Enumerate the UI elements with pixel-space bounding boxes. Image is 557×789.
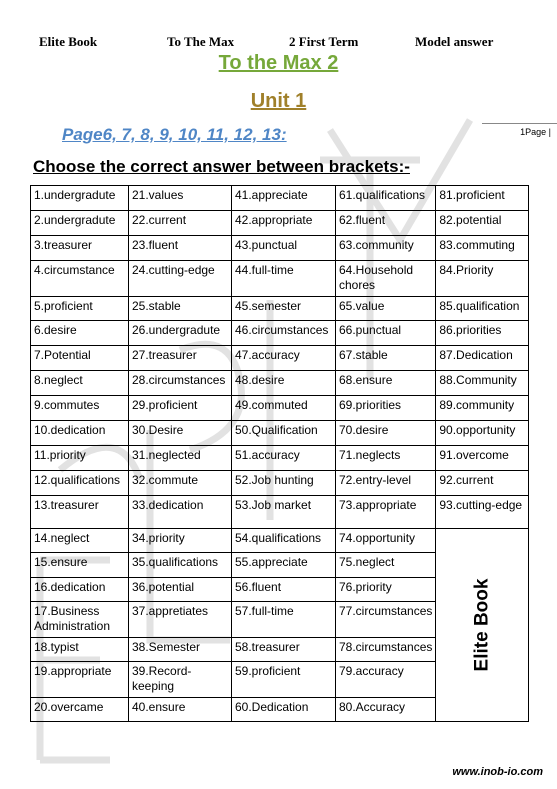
answer-cell: 14.neglect [31,529,129,553]
table-row [31,496,529,529]
answer-cell: 73.appropriate [336,496,436,529]
answer-cell: 77.circumstances [336,602,436,638]
answer-cell: 6.desire [31,321,129,346]
header-left: Elite Book [39,34,98,49]
answer-cell: 57.full-time [232,602,336,638]
table-row [31,529,529,553]
answer-cell: 53.Job market [232,496,336,529]
answer-cell: 31.neglected [129,446,232,471]
answer-cell: 74.opportunity [336,529,436,553]
answer-cell: 5.proficient [31,297,129,321]
answer-cell: 79.accuracy [336,662,436,698]
answer-cell: 86.priorities [436,321,529,346]
answer-cell: 2.undergradute [31,211,129,236]
header-right: Model answer [415,34,494,49]
answer-cell: 62.fluent [336,211,436,236]
answer-cell: 50.Qualification [232,421,336,446]
table-row [31,297,529,321]
table-row [31,261,529,297]
answer-cell: 43.punctual [232,236,336,261]
answer-cell: 78.circumstances [336,638,436,662]
answer-cell: 25.stable [129,297,232,321]
page-range: Page6, 7, 8, 9, 10, 11, 12, 13: [62,125,287,144]
answer-cell: 65.value [336,297,436,321]
table-row [31,446,529,471]
answer-cell: 22.current [129,211,232,236]
answer-cell: 91.overcome [436,446,529,471]
answer-cell: 30.Desire [129,421,232,446]
answer-cell: 63.community [336,236,436,261]
answer-cell: 83.commuting [436,236,529,261]
answer-cell: 20.overcame [31,698,129,722]
answer-cell: 87.Dedication [436,346,529,371]
table-row [31,471,529,496]
table-row [31,321,529,346]
answer-cell: 4.circumstance [31,261,129,297]
answer-cell: 3.treasurer [31,236,129,261]
answer-cell: 8.neglect [31,371,129,396]
answer-cell: 60.Dedication [232,698,336,722]
header-term: 2 First Term [289,34,359,49]
answer-cell: 26.undergradute [129,321,232,346]
answer-cell: 80.Accuracy [336,698,436,722]
section-heading: Choose the correct answer between brackets:- [33,157,410,176]
answer-cell: 89.community [436,396,529,421]
table-row [31,346,529,371]
answer-cell: 59.proficient [232,662,336,698]
answer-cell: 18.typist [31,638,129,662]
answer-cell: 67.stable [336,346,436,371]
answer-table [30,185,529,722]
answer-cell: 27.treasurer [129,346,232,371]
answer-cell: 29.proficient [129,396,232,421]
answer-cell: 70.desire [336,421,436,446]
answer-cell: 51.accuracy [232,446,336,471]
answer-cell: 7.Potential [31,346,129,371]
answer-cell: 16.dedication [31,578,129,602]
answer-cell: 21.values [129,186,232,211]
answer-cell: 66.punctual [336,321,436,346]
answer-cell: 92.current [436,471,529,496]
answer-cell: 49.commuted [232,396,336,421]
unit-title: Unit 1 [250,90,307,112]
answer-cell: 13.treasurer [31,496,129,529]
answer-cell: 24.cutting-edge [129,261,232,297]
answer-cell: 32.commute [129,471,232,496]
answer-cell: 36.potential [129,578,232,602]
answer-cell: 38.Semester [129,638,232,662]
answer-cell: 44.full-time [232,261,336,297]
answer-cell: 45.semester [232,297,336,321]
answer-cell: 19.appropriate [31,662,129,698]
side-label: Elite Book [471,578,493,672]
answer-cell: 15.ensure [31,553,129,578]
answer-cell: 58.treasurer [232,638,336,662]
table-row [31,396,529,421]
document-title: To the Max 2 [218,52,339,74]
answer-cell: 84.Priority [436,261,529,297]
answer-cell: 12.qualifications [31,471,129,496]
table-row [31,211,529,236]
answer-cell: 54.qualifications [232,529,336,553]
answer-cell: 81.proficient [436,186,529,211]
answer-cell: 28.circumstances [129,371,232,396]
table-row [31,371,529,396]
header-center: To The Max [167,34,235,49]
answer-cell: 76.priority [336,578,436,602]
answer-cell: 17.Business Administration [31,602,129,638]
table-row [31,421,529,446]
answer-cell: 68.ensure [336,371,436,396]
answer-cell: 93.cutting-edge [436,496,529,529]
answer-cell: 56.fluent [232,578,336,602]
answer-cell: 52.Job hunting [232,471,336,496]
answer-cell: 23.fluent [129,236,232,261]
answer-cell: 85.qualification [436,297,529,321]
answer-cell: 34.priority [129,529,232,553]
answer-cell: 11.priority [31,446,129,471]
answer-cell: 41.appreciate [232,186,336,211]
answer-cell: 61.qualifications [336,186,436,211]
answer-cell: 1.undergradute [31,186,129,211]
page-number-rule [482,123,557,124]
answer-cell: 46.circumstances [232,321,336,346]
answer-cell: 10.dedication [31,421,129,446]
table-row [31,236,529,261]
page-number: 1Page | [520,127,551,137]
footer-url: www.inob-io.com [452,766,543,778]
answer-cell: 39.Record-keeping [129,662,232,698]
answer-cell: 40.ensure [129,698,232,722]
answer-cell: 90.opportunity [436,421,529,446]
answer-cell: 71.neglects [336,446,436,471]
answer-cell: 47.accuracy [232,346,336,371]
answer-cell: 48.desire [232,371,336,396]
answer-cell: 33.dedication [129,496,232,529]
table-row [31,186,529,211]
answer-cell: 72.entry-level [336,471,436,496]
answer-cell: 55.appreciate [232,553,336,578]
side-label-cell [436,529,529,722]
answer-cell: 64.Household chores [336,261,436,297]
answer-cell: 35.qualifications [129,553,232,578]
answer-cell: 69.priorities [336,396,436,421]
answer-cell: 37.appretiates [129,602,232,638]
answer-cell: 82.potential [436,211,529,236]
answer-cell: 42.appropriate [232,211,336,236]
answer-cell: 75.neglect [336,553,436,578]
answer-cell: 9.commutes [31,396,129,421]
answer-cell: 88.Community [436,371,529,396]
